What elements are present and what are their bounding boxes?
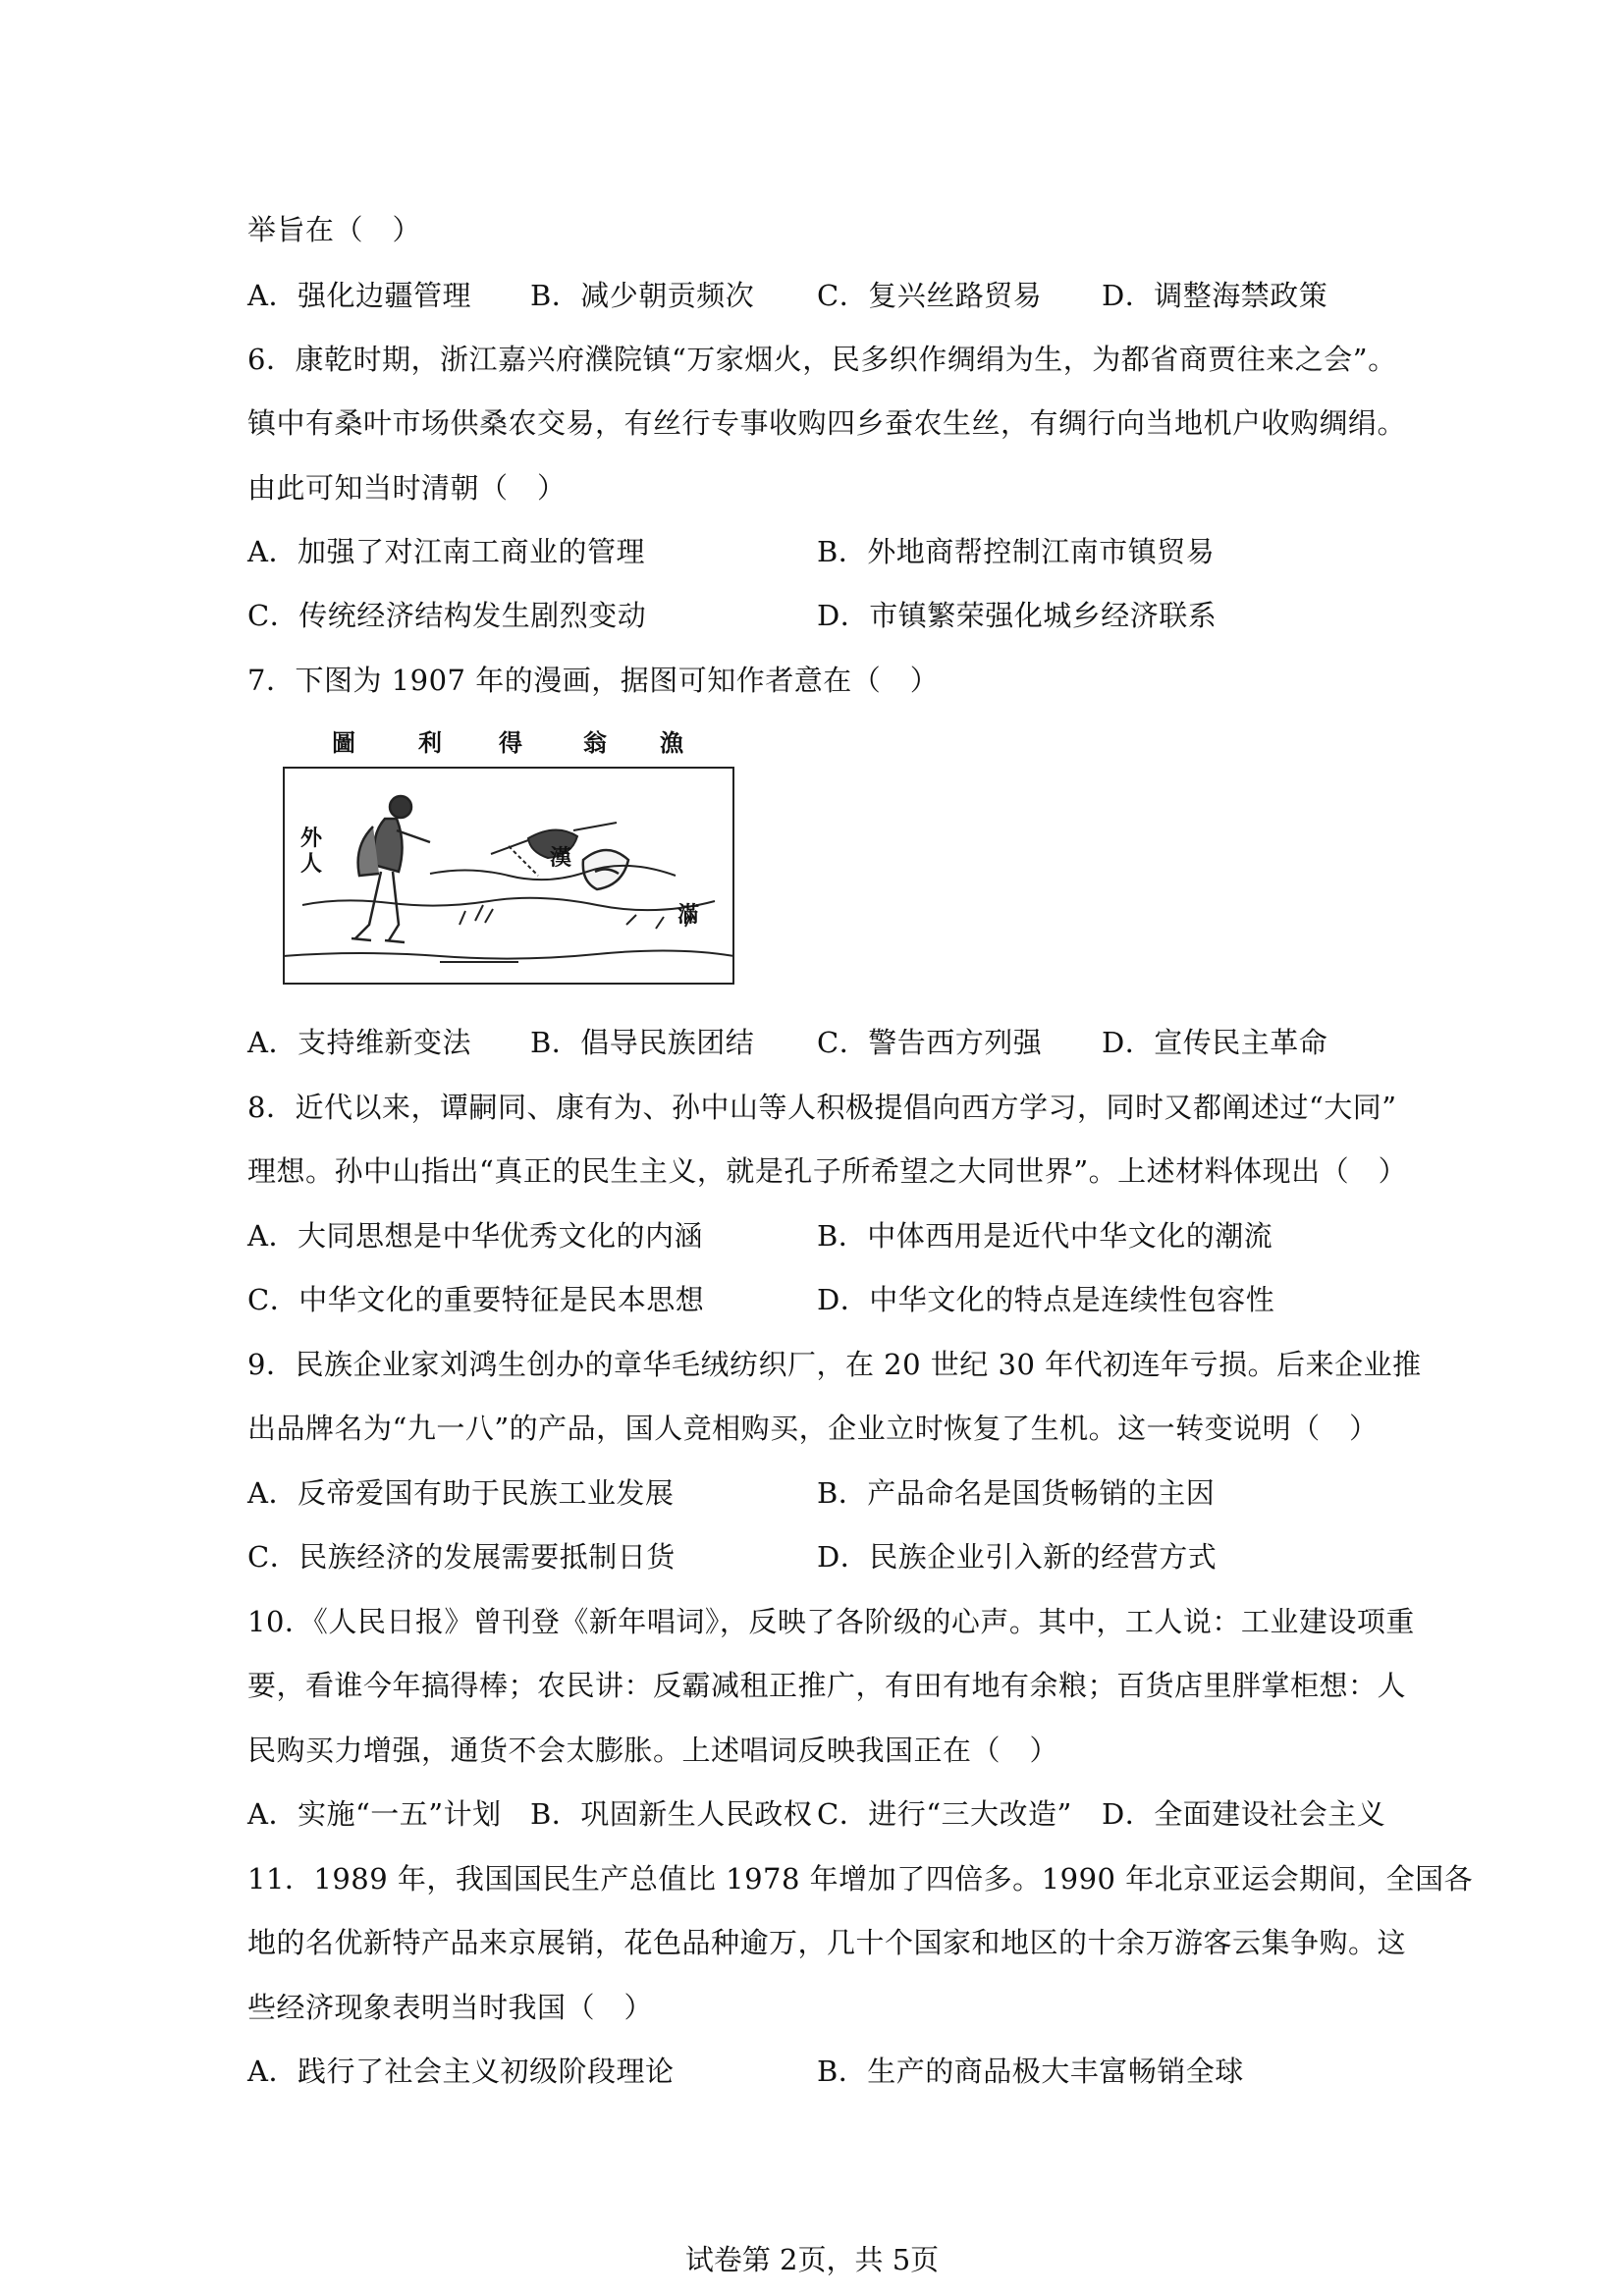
q10-stem-line-1: 10．《人民日报》曾刊登《新年唱词》，反映了各阶级的心声。其中，工人说：工业建设项重 xyxy=(247,1605,1415,1638)
q8-option-b: B．中体西用是近代中华文化的潮流 xyxy=(817,1219,1273,1253)
q11-stem-line-1: 11．1989 年，我国国民生产总值比 1978 年增加了四倍多。1990 年北京亚运会期间，全国各 xyxy=(247,1862,1474,1896)
fisherman-drawing xyxy=(283,728,734,986)
q9-option-d: D．民族企业引入新的经营方式 xyxy=(817,1540,1218,1574)
page-footer: 试卷第 2页，共 5页 xyxy=(684,2243,940,2276)
q6-option-b: B．外地商帮控制江南市镇贸易 xyxy=(817,535,1216,568)
q11-option-a: A．践行了社会主义初级阶段理论 xyxy=(247,2055,675,2088)
q6-option-c: C．传统经济结构发生剧烈变动 xyxy=(247,599,647,632)
q6-stem-line-2: 镇中有桑叶市场供桑农交易，有丝行专事收购四乡蚕农生丝，有绸行向当地机户收购绸绢。 xyxy=(247,406,1407,440)
q10-stem-line-2: 要，看谁今年搞得棒；农民讲：反霸减租正推广，有田有地有余粮；百货店里胖掌柜想：人 xyxy=(247,1669,1407,1702)
q7-option-c: C．警告西方列强 xyxy=(817,1026,1043,1059)
q7-stem: 7．下图为 1907 年的漫画，据图可知作者意在（ ） xyxy=(247,664,940,697)
q7-option-b: B．倡导民族团结 xyxy=(530,1026,755,1059)
q11-option-b: B．生产的商品极大丰富畅销全球 xyxy=(817,2055,1244,2088)
q5-stem-tail: 举旨在（ ） xyxy=(247,213,422,246)
cartoon-title-char-1: 圖 xyxy=(332,728,355,757)
q8-stem-line-1: 8．近代以来，谭嗣同、康有为、孙中山等人积极提倡向西方学习，同时又都阐述过“大同” xyxy=(247,1091,1397,1124)
q8-option-c: C．中华文化的重要特征是民本思想 xyxy=(247,1283,705,1316)
q6-stem-line-1: 6．康乾时期，浙江嘉兴府濮院镇“万家烟火，民多织作绸绢为生，为都省商贾往来之会”。 xyxy=(247,343,1397,376)
q7-option-a: A．支持维新变法 xyxy=(247,1026,471,1059)
cartoon-label-man: 滿 xyxy=(677,902,700,928)
q10-option-b: B．巩固新生人民政权 xyxy=(530,1797,813,1831)
q7-cartoon xyxy=(283,728,734,986)
q9-stem-line-2: 出品牌名为“九一八”的产品，国人竞相购买，企业立时恢复了生机。这一转变说明（ ） xyxy=(247,1412,1379,1445)
cartoon-label-foreign-2: 人 xyxy=(300,851,323,877)
q6-stem-line-3: 由此可知当时清朝（ ） xyxy=(247,471,567,505)
cartoon-title-char-2: 利 xyxy=(418,728,442,757)
q11-stem-line-2: 地的名优新特产品来京展销，花色品种逾万，几十个国家和地区的十余万游客云集争购。这 xyxy=(247,1926,1407,1959)
q9-option-c: C．民族经济的发展需要抵制日货 xyxy=(247,1540,676,1574)
q5-option-d: D．调整海禁政策 xyxy=(1102,279,1328,312)
q5-option-c: C．复兴丝路贸易 xyxy=(817,279,1043,312)
q10-option-d: D．全面建设社会主义 xyxy=(1102,1797,1386,1831)
q8-option-a: A．大同思想是中华优秀文化的内涵 xyxy=(247,1219,703,1253)
q9-stem-line-1: 9．民族企业家刘鸿生创办的章华毛绒纺织厂，在 20 世纪 30 年代初连年亏损。后来企业推 xyxy=(247,1348,1422,1381)
q9-option-b: B．产品命名是国货畅销的主因 xyxy=(817,1476,1216,1510)
q6-option-a: A．加强了对江南工商业的管理 xyxy=(247,535,645,568)
q5-option-a: A．强化边疆管理 xyxy=(247,279,471,312)
q10-option-c: C．进行“三大改造” xyxy=(817,1797,1072,1831)
q10-option-a: A．实施“一五”计划 xyxy=(247,1797,502,1831)
cartoon-title-char-4: 翁 xyxy=(583,728,607,757)
q8-stem-line-2: 理想。孙中山指出“真正的民生主义，就是孔子所希望之大同世界”。上述材料体现出（ ） xyxy=(247,1154,1408,1188)
cartoon-label-han: 漢 xyxy=(550,845,572,871)
q8-option-d: D．中华文化的特点是连续性包容性 xyxy=(817,1283,1275,1316)
q10-stem-line-3: 民购买力增强，通货不会太膨胀。上述唱词反映我国正在（ ） xyxy=(247,1734,1059,1767)
cartoon-title-char-3: 得 xyxy=(499,728,522,757)
cartoon-label-foreign-1: 外 xyxy=(300,826,323,851)
q11-stem-line-3: 些经济现象表明当时我国（ ） xyxy=(247,1991,654,2024)
q7-option-d: D．宣传民主革命 xyxy=(1102,1026,1328,1059)
cartoon-title-char-5: 漁 xyxy=(660,728,683,757)
q5-option-b: B．减少朝贡频次 xyxy=(530,279,755,312)
q9-option-a: A．反帝爱国有助于民族工业发展 xyxy=(247,1476,675,1510)
q6-option-d: D．市镇繁荣强化城乡经济联系 xyxy=(817,599,1218,632)
